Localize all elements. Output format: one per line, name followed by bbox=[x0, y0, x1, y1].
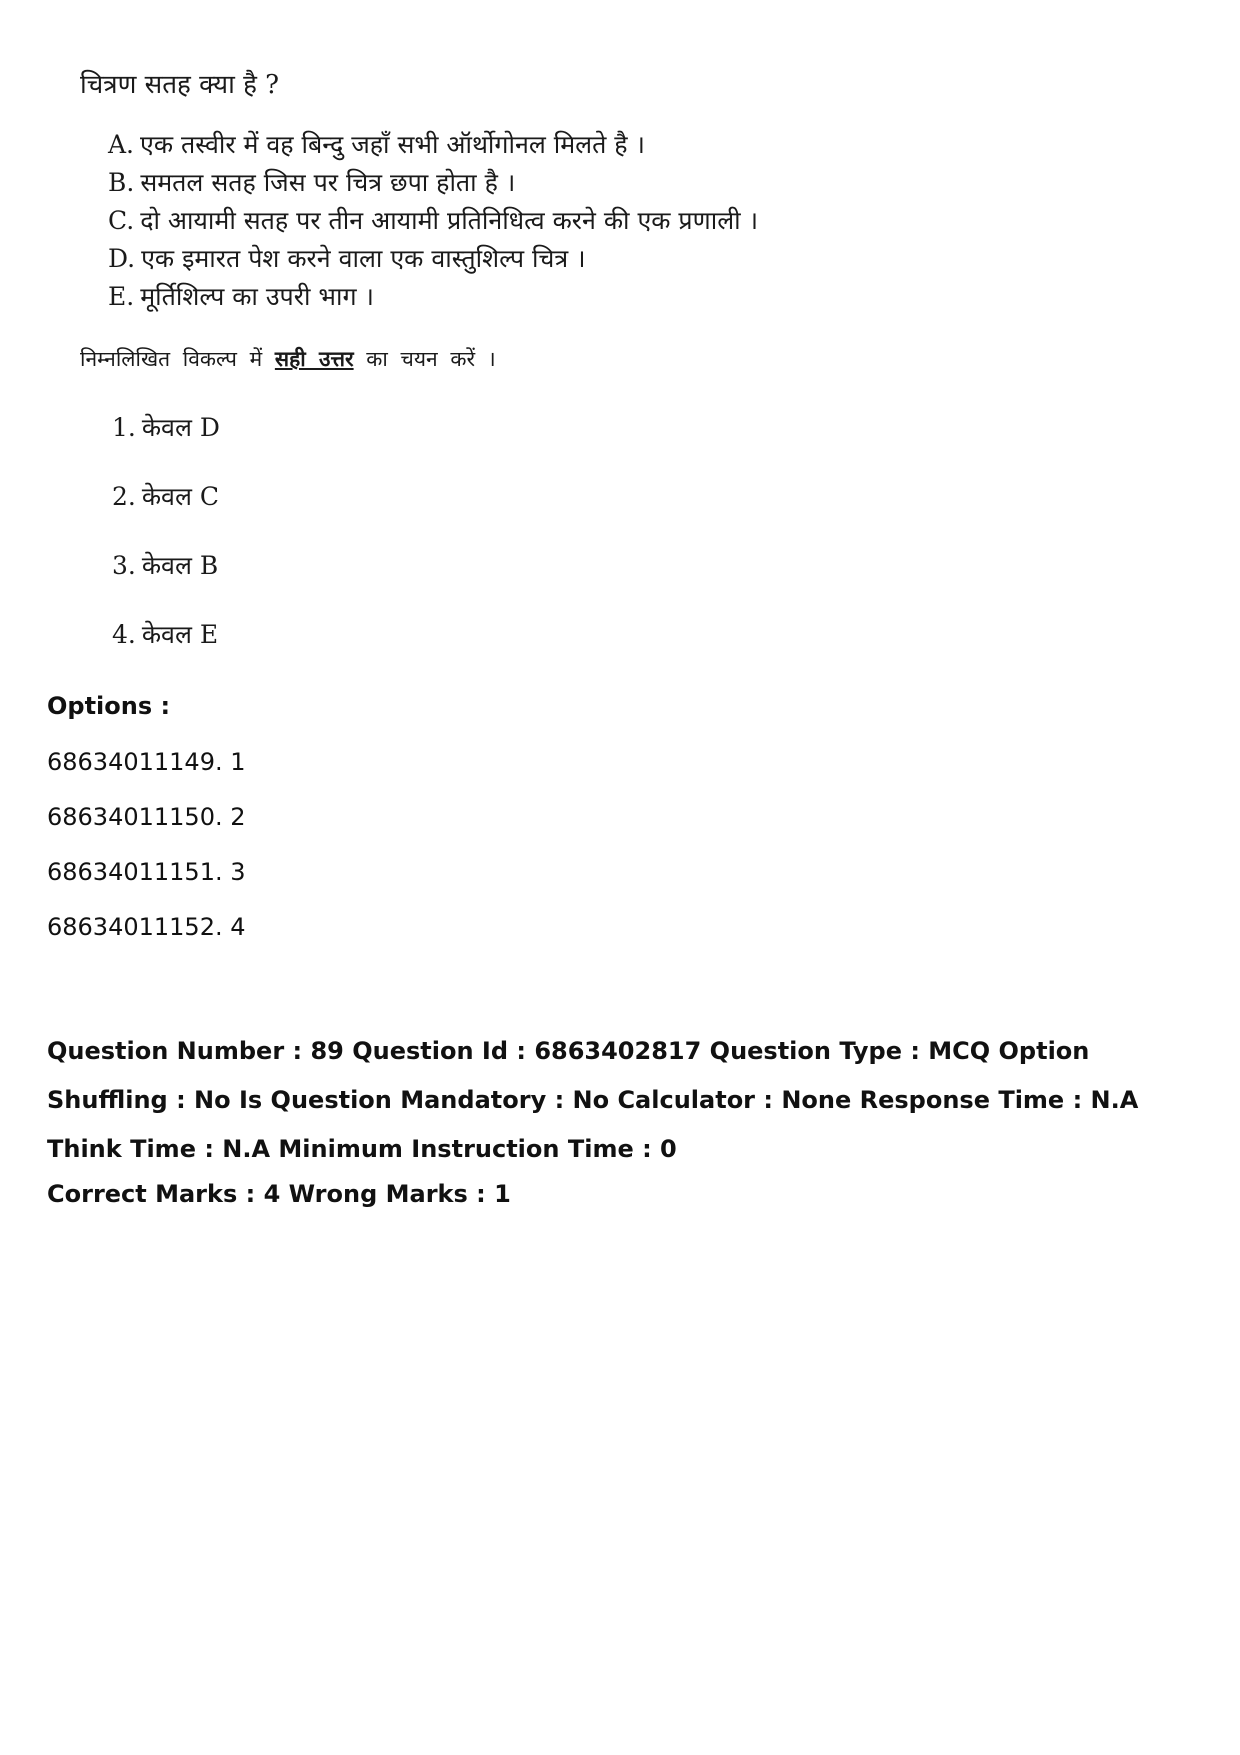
question-metadata: Question Number : 89 Question Id : 6863402817 Question Type : MCQ Option Shuffling : No Is Question Mandatory : No Calculator : None Response Time : N.A Think Time : N.A Minimum Instruction Time : 0 bbox=[47, 1037, 1139, 1163]
statement-text: एक तस्वीर में वह बिन्दु जहाँ सभी ऑर्थोगोनल मिलते है । bbox=[140, 130, 645, 159]
statement-letter: A. bbox=[108, 130, 135, 159]
choice-text: केवल B bbox=[141, 551, 219, 580]
choice-3 bbox=[112, 548, 218, 582]
statement-text: दो आयामी सतह पर तीन आयामी प्रतिनिधित्व करने की एक प्रणाली । bbox=[140, 206, 759, 235]
option-item: 68634011152. 4 bbox=[47, 913, 246, 941]
instruction-pre: निम्नलिखित विकल्प में bbox=[80, 347, 263, 371]
instruction bbox=[80, 345, 496, 373]
statement-a bbox=[108, 127, 645, 161]
choice-text: केवल E bbox=[141, 620, 219, 649]
choice-text: केवल D bbox=[141, 413, 220, 442]
question-title: चित्रण सतह क्या है ? bbox=[80, 70, 280, 100]
choice-text: केवल C bbox=[141, 482, 219, 511]
option-item: 68634011150. 2 bbox=[47, 803, 246, 831]
choice-number: 3. bbox=[112, 551, 136, 580]
instruction-post: का चयन करें । bbox=[366, 347, 496, 371]
statement-text: समतल सतह जिस पर चित्र छपा होता है । bbox=[140, 168, 516, 197]
choice-4 bbox=[112, 617, 218, 651]
statement-letter: C. bbox=[108, 206, 135, 235]
statement-text: एक इमारत पेश करने वाला एक वास्तुशिल्प चित्र । bbox=[141, 244, 586, 273]
statement-d bbox=[108, 241, 586, 275]
statement-letter: E. bbox=[108, 282, 135, 311]
choice-number: 4. bbox=[112, 620, 136, 649]
option-item: 68634011149. 1 bbox=[47, 748, 246, 776]
instruction-emphasis: सही उत्तर bbox=[274, 346, 354, 371]
statement-letter: D. bbox=[108, 244, 136, 273]
statement-e bbox=[108, 279, 374, 313]
statement-text: मूर्तिशिल्प का उपरी भाग । bbox=[140, 282, 374, 311]
statement-letter: B. bbox=[108, 168, 135, 197]
choice-number: 1. bbox=[112, 413, 136, 442]
choice-number: 2. bbox=[112, 482, 136, 511]
question-marks: Correct Marks : 4 Wrong Marks : 1 bbox=[47, 1180, 511, 1208]
options-label: Options : bbox=[47, 692, 171, 720]
statement-b bbox=[108, 165, 515, 199]
choice-2 bbox=[112, 479, 219, 513]
option-item: 68634011151. 3 bbox=[47, 858, 246, 886]
choice-1 bbox=[112, 410, 220, 444]
statement-c bbox=[108, 203, 758, 237]
